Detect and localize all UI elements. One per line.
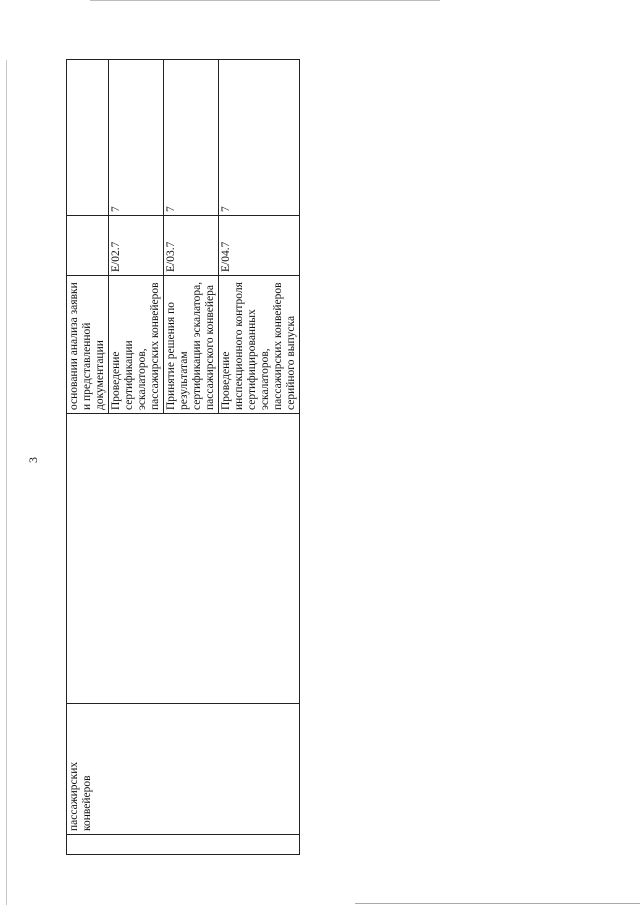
blank-column-cell: [67, 414, 300, 704]
code-text: E/02.7: [110, 241, 122, 272]
scan-edge-bottom: [355, 903, 640, 904]
level-cell: [67, 60, 109, 216]
code-cell: [219, 216, 300, 276]
task-cell: [109, 276, 164, 414]
code-cell: [109, 216, 164, 276]
task-text: Принятие решения по результатам сертификации эскалатора, пассажирского конвейера: [165, 281, 216, 410]
index-cell: [67, 835, 300, 855]
level-cell: [109, 60, 164, 216]
code-cell: [67, 216, 109, 276]
rotated-table-container: [66, 60, 297, 855]
task-cell: [67, 276, 109, 414]
scan-edge-top: [90, 0, 440, 1]
task-cell: [219, 276, 300, 414]
task-text: Проведение инспекционного контроля сертифицированных эскалаторов, пассажирских конвейеров серийного выпуска: [220, 282, 297, 410]
function-title: пассажирских конвейеров: [68, 761, 93, 831]
task-cell: [164, 276, 219, 414]
code-text: E/03.7: [165, 241, 177, 272]
function-title-cell: [67, 704, 300, 835]
functions-table: [66, 59, 300, 855]
page-number: 3: [26, 457, 40, 463]
table-landscape: [66, 60, 297, 855]
scan-edge-left: [6, 60, 7, 905]
level-cell: [219, 60, 300, 216]
task-text: основании анализа заявки и представленной документации: [68, 282, 106, 410]
level-text: 7: [110, 206, 122, 212]
level-text: 7: [220, 206, 232, 212]
level-text: 7: [165, 206, 177, 212]
task-text: Проведение сертификации эскалаторов, пассажирских конвейеров: [110, 282, 161, 410]
code-text: E/04.7: [220, 241, 232, 272]
table-row: [67, 60, 109, 855]
level-cell: [164, 60, 219, 216]
code-cell: [164, 216, 219, 276]
